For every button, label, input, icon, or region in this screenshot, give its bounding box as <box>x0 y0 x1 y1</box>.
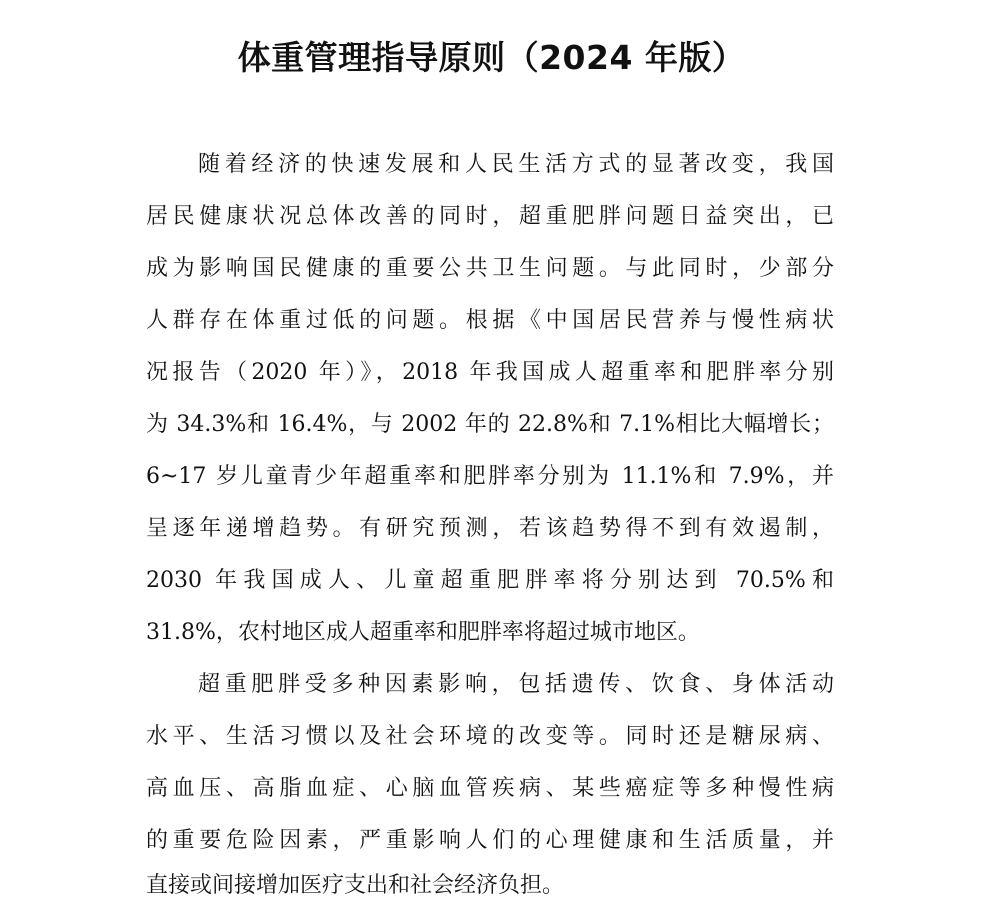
paragraph-1-line-3: 成为影响国民健康的重要公共卫生问题。与此同时，少部分 <box>146 256 834 281</box>
document-title: 体重管理指导原则（2024 年版） <box>237 38 746 77</box>
paragraph-1-line-6: 为 34.3%和 16.4%，与 2002 年的 22.8%和 7.1%相比大幅增长； <box>146 412 834 437</box>
paragraph-2-line-1: 超重肥胖受多种因素影响，包括遗传、饮食、身体活动 <box>198 672 834 697</box>
paragraph-1-line-8: 呈逐年递增趋势。有研究预测，若该趋势得不到有效遏制， <box>146 516 834 541</box>
paragraph-1-line-10: 31.8%，农村地区成人超重率和肥胖率将超过城市地区。 <box>146 620 700 645</box>
paragraph-1-line-7: 6~17 岁儿童青少年超重率和肥胖率分别为 11.1%和 7.9%，并 <box>146 464 834 489</box>
paragraph-2-line-5: 直接或间接增加医疗支出和社会经济负担。 <box>146 873 565 898</box>
paragraph-1-line-1: 随着经济的快速发展和人民生活方式的显著改变，我国 <box>198 152 834 177</box>
paragraph-2-line-3: 高血压、高脂血症、心脑血管疾病、某些癌症等多种慢性病 <box>146 776 834 801</box>
paragraph-1-line-4: 人群存在体重过低的问题。根据《中国居民营养与慢性病状 <box>146 308 834 333</box>
paragraph-1-line-9: 2030 年我国成人、儿童超重肥胖率将分别达到 70.5%和 <box>146 568 834 593</box>
paragraph-1-line-2: 居民健康状况总体改善的同时，超重肥胖问题日益突出，已 <box>146 204 834 229</box>
paragraph-2-line-2: 水平、生活习惯以及社会环境的改变等。同时还是糖尿病、 <box>146 724 834 749</box>
paragraph-2-line-4: 的重要危险因素，严重影响人们的心理健康和生活质量，并 <box>146 828 834 853</box>
paragraph-1-line-5: 况报告（2020 年）》，2018 年我国成人超重率和肥胖率分别 <box>146 360 834 385</box>
